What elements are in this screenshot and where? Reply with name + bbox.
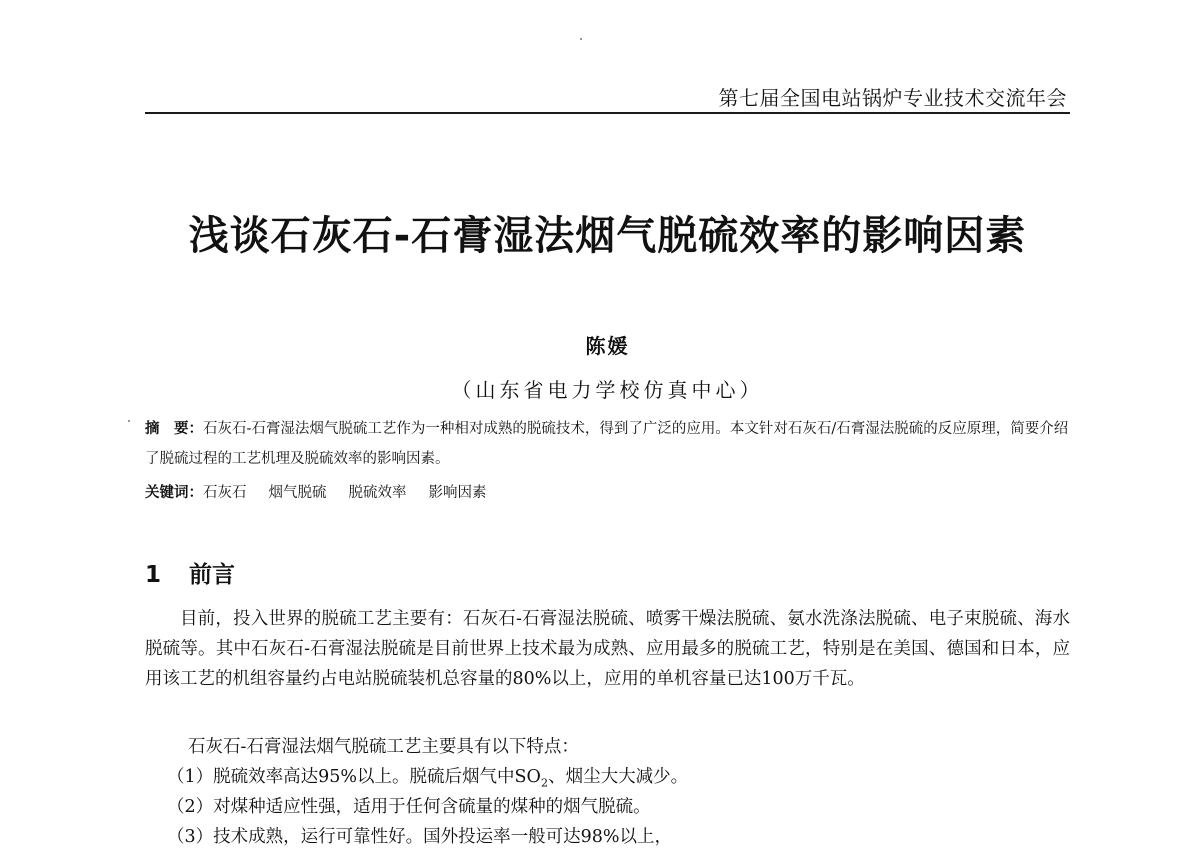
abstract-label: 摘 要： <box>145 420 203 437</box>
author-name: 陈媛 <box>585 334 630 358</box>
feature-item: （2）对煤种适应性强，适用于任何含硫量的煤种的烟气脱硫。 <box>167 797 651 817</box>
subscript: 2 <box>540 775 549 790</box>
conference-header: 第七届全国电站锅炉专业技术交流年会 <box>718 86 1067 110</box>
keywords <box>145 478 1070 508</box>
feature-item <box>145 762 1070 792</box>
section-title: 前言 <box>189 562 235 588</box>
keyword-item: 烟气脱硫 <box>268 485 327 501</box>
keyword-item: 脱硫效率 <box>348 485 407 501</box>
header-rule <box>145 112 1070 114</box>
paragraph: 目前，投入世界的脱硫工艺主要有：石灰石-石膏湿法脱硫、喷雾干燥法脱硫、氨水洗涤法脱硫、电子束脱硫、海水脱硫等。其中石灰石-石膏湿法脱硫是目前世界上技术最为成熟、应用最多的脱硫工艺，特别是在美国、德国和日本，应用该工艺的机组容量约占电站脱硫装机总容量的80%以上，应用的单机容量已达100万千瓦。 <box>145 609 1070 689</box>
section-heading <box>145 556 235 589</box>
features-lead: 石灰石-石膏湿法烟气脱硫工艺主要具有以下特点： <box>188 737 579 757</box>
author-affiliation: （山东省电力学校仿真中心） <box>451 378 764 402</box>
scan-speck-top <box>580 38 582 40</box>
abstract <box>145 414 1070 474</box>
keywords-label: 关键词： <box>145 484 203 501</box>
features-list <box>145 732 1070 852</box>
scan-speck-left <box>128 420 130 422</box>
feature-item-text: （1）脱硫效率高达95%以上。脱硫后烟气中SO <box>167 767 541 787</box>
feature-item-text: 、烟尘大大减少。 <box>548 767 689 787</box>
feature-item: （3）技术成熟，运行可靠性好。国外投运率一般可达98%以上， <box>167 827 673 847</box>
section-number: 1 <box>145 562 162 588</box>
keyword-item: 影响因素 <box>428 485 487 501</box>
paper-title: 浅谈石灰石-石膏湿法烟气脱硫效率的影响因素 <box>188 213 1027 259</box>
keyword-item: 石灰石 <box>203 485 247 501</box>
body-text <box>145 604 1070 694</box>
abstract-text: 石灰石-石膏湿法烟气脱硫工艺作为一种相对成熟的脱硫技术，得到了广泛的应用。本文针对石灰石/石膏湿法脱硫的反应原理，简要介绍了脱硫过程的工艺机理及脱硫效率的影响因素。 <box>145 421 1069 467</box>
